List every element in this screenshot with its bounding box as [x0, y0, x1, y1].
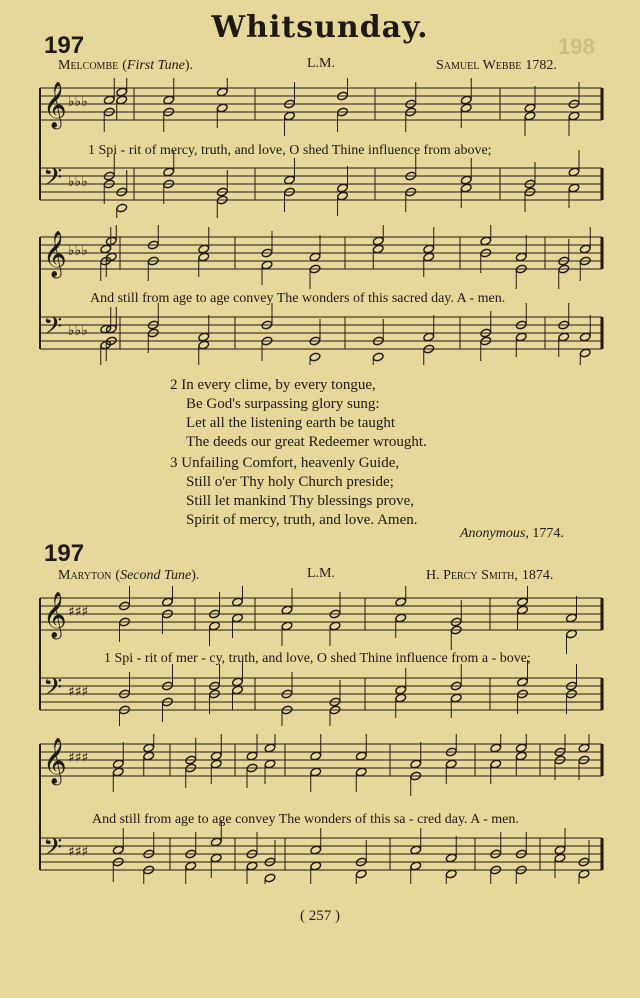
- note-head: [143, 751, 155, 761]
- show-through-number: 198: [558, 34, 595, 59]
- tune-note: Second Tune: [120, 568, 192, 583]
- attribution: [460, 526, 564, 542]
- note-head: [246, 861, 258, 871]
- key-signature-icon: ♯♯♯: [68, 684, 89, 700]
- note-head: [210, 853, 222, 863]
- note-head: [445, 853, 457, 863]
- meter: L.M.: [307, 56, 335, 71]
- note-head: [423, 244, 435, 254]
- note-head: [579, 348, 591, 358]
- treble-clef-icon: 𝄞: [43, 738, 67, 784]
- tune-name: Maryton: [58, 568, 112, 583]
- note-head: [232, 685, 244, 695]
- note-head: [329, 621, 341, 631]
- note-head: [103, 95, 115, 105]
- tune-name: Melcombe: [58, 58, 119, 73]
- note-head: [355, 767, 367, 777]
- note-head: [337, 191, 349, 201]
- lyric-line: And still from age to age convey The wonders of this sa - cred day. A - men.: [92, 812, 519, 827]
- note-head: [566, 629, 578, 639]
- note-head: [355, 751, 367, 761]
- note-head: [116, 203, 128, 213]
- note-head: [198, 244, 210, 254]
- note-head: [515, 751, 527, 761]
- note-head: [450, 693, 462, 703]
- note-head: [264, 759, 276, 769]
- note-head: [216, 103, 228, 113]
- key-signature-icon: ♭♭♭: [68, 94, 88, 110]
- key-signature-icon: ♭♭♭: [68, 323, 88, 339]
- verse-line: Spirit of mercy, truth, and love. Amen.: [186, 512, 418, 528]
- note-head: [524, 111, 536, 121]
- lyric-line: 1 Spi - rit of mercy, truth, and love, O shed Thine influence from above;: [88, 143, 492, 158]
- note-head: [310, 861, 322, 871]
- note-head: [198, 340, 210, 350]
- verse-line: 2 In every clime, by every tongue,: [170, 377, 376, 393]
- note-head: [310, 751, 322, 761]
- note-head: [112, 845, 124, 855]
- tune-heading: Maryton (Second Tune).: [58, 568, 200, 583]
- note-head: [460, 95, 472, 105]
- treble-clef-icon: 𝄞: [43, 231, 67, 277]
- note-head: [210, 751, 222, 761]
- note-head: [261, 260, 273, 270]
- note-head: [578, 869, 590, 879]
- note-head: [246, 751, 258, 761]
- attribution-year: 1774.: [532, 526, 564, 541]
- note-head: [395, 613, 407, 623]
- note-head: [515, 332, 527, 342]
- composer-name: Samuel Webbe: [436, 58, 522, 73]
- note-head: [284, 111, 296, 121]
- note-head: [185, 861, 197, 871]
- note-head: [309, 252, 321, 262]
- note-head: [395, 597, 407, 607]
- hymn-number: 197: [44, 32, 85, 59]
- note-head: [310, 845, 322, 855]
- bass-clef-icon: 𝄢: [43, 673, 63, 708]
- note-head: [445, 759, 457, 769]
- key-signature-icon: ♭♭♭: [68, 243, 88, 259]
- note-head: [524, 103, 536, 113]
- bass-clef-icon: 𝄢: [43, 833, 63, 868]
- note-head: [395, 693, 407, 703]
- note-head: [143, 743, 155, 753]
- note-head: [517, 605, 529, 615]
- note-head: [460, 103, 472, 113]
- tune-heading: Melcombe (First Tune).: [58, 58, 194, 73]
- tune-note: First Tune: [126, 58, 185, 73]
- key-signature-icon: ♯♯♯: [68, 750, 89, 766]
- note-head: [579, 332, 591, 342]
- note-head: [568, 183, 580, 193]
- note-head: [210, 759, 222, 769]
- page-title: Whitsunday.: [211, 10, 429, 45]
- note-head: [517, 677, 529, 687]
- treble-clef-icon: 𝄞: [43, 82, 67, 128]
- note-head: [517, 597, 529, 607]
- verse-line: The deeds our great Redeemer wrought.: [186, 434, 427, 450]
- note-head: [198, 332, 210, 342]
- note-head: [578, 743, 590, 753]
- key-signature-icon: ♯♯♯: [68, 844, 89, 860]
- note-head: [460, 183, 472, 193]
- verse-line: 3 Unfailing Comfort, heavenly Guide,: [170, 455, 400, 471]
- note-head: [579, 244, 591, 254]
- note-head: [372, 352, 384, 362]
- note-head: [284, 175, 296, 185]
- note-head: [554, 845, 566, 855]
- note-head: [568, 167, 580, 177]
- note-head: [558, 332, 570, 342]
- note-head: [372, 236, 384, 246]
- music-system: [0, 734, 640, 884]
- note-head: [309, 352, 321, 362]
- note-head: [112, 759, 124, 769]
- note-head: [198, 252, 210, 262]
- lyric-line: 1 Spi - rit of mer - cy, truth, and love, O shed Thine influence from a - bove;: [104, 651, 531, 666]
- note-head: [337, 183, 349, 193]
- composer-name: H. Percy Smith,: [426, 568, 518, 583]
- note-head: [281, 621, 293, 631]
- composer-year: 1874.: [521, 568, 554, 583]
- key-signature-icon: ♭♭♭: [68, 174, 88, 190]
- note-head: [100, 244, 112, 254]
- note-head: [232, 677, 244, 687]
- meter: L.M.: [307, 566, 335, 581]
- note-head: [566, 613, 578, 623]
- note-head: [232, 613, 244, 623]
- composer: [436, 56, 557, 74]
- verse-2: [170, 376, 427, 452]
- composer: [426, 566, 553, 584]
- note-head: [423, 252, 435, 262]
- note-head: [264, 873, 276, 883]
- verse-3: [170, 454, 417, 530]
- note-head: [515, 252, 527, 262]
- note-head: [410, 845, 422, 855]
- note-head: [460, 175, 472, 185]
- note-head: [410, 759, 422, 769]
- note-head: [163, 167, 175, 177]
- page-number: ( 257 ): [300, 908, 340, 924]
- note-head: [116, 87, 128, 97]
- note-head: [410, 861, 422, 871]
- note-head: [210, 837, 222, 847]
- attribution-author: Anonymous,: [460, 526, 529, 541]
- bass-clef-icon: 𝄢: [43, 312, 63, 347]
- verse-line: Be God's surpassing glory sung:: [186, 396, 380, 412]
- note-head: [281, 605, 293, 615]
- composer-year: 1782.: [525, 58, 557, 73]
- note-head: [480, 236, 492, 246]
- note-head: [445, 869, 457, 879]
- note-head: [216, 87, 228, 97]
- note-head: [568, 111, 580, 121]
- key-signature-icon: ♯♯♯: [68, 604, 89, 620]
- lyric-line: And still from age to age convey The wonders of this sacred day. A - men.: [90, 291, 506, 306]
- note-head: [162, 597, 174, 607]
- note-head: [372, 244, 384, 254]
- note-head: [209, 621, 221, 631]
- note-head: [490, 743, 502, 753]
- bass-clef-icon: 𝄢: [43, 163, 63, 198]
- verse-line: Let all the listening earth be taught: [186, 415, 396, 431]
- note-head: [163, 95, 175, 105]
- note-head: [264, 743, 276, 753]
- note-head: [310, 767, 322, 777]
- hymn-number: 197: [44, 540, 85, 567]
- treble-clef-icon: 𝄞: [43, 592, 67, 638]
- verse-line: Still o'er Thy holy Church preside;: [186, 474, 394, 490]
- note-head: [423, 332, 435, 342]
- note-head: [515, 743, 527, 753]
- verse-line: Still let mankind Thy blessings prove,: [186, 493, 415, 509]
- note-head: [490, 759, 502, 769]
- note-head: [116, 95, 128, 105]
- note-head: [112, 767, 124, 777]
- note-head: [395, 685, 407, 695]
- note-head: [355, 869, 367, 879]
- note-head: [554, 853, 566, 863]
- note-head: [232, 597, 244, 607]
